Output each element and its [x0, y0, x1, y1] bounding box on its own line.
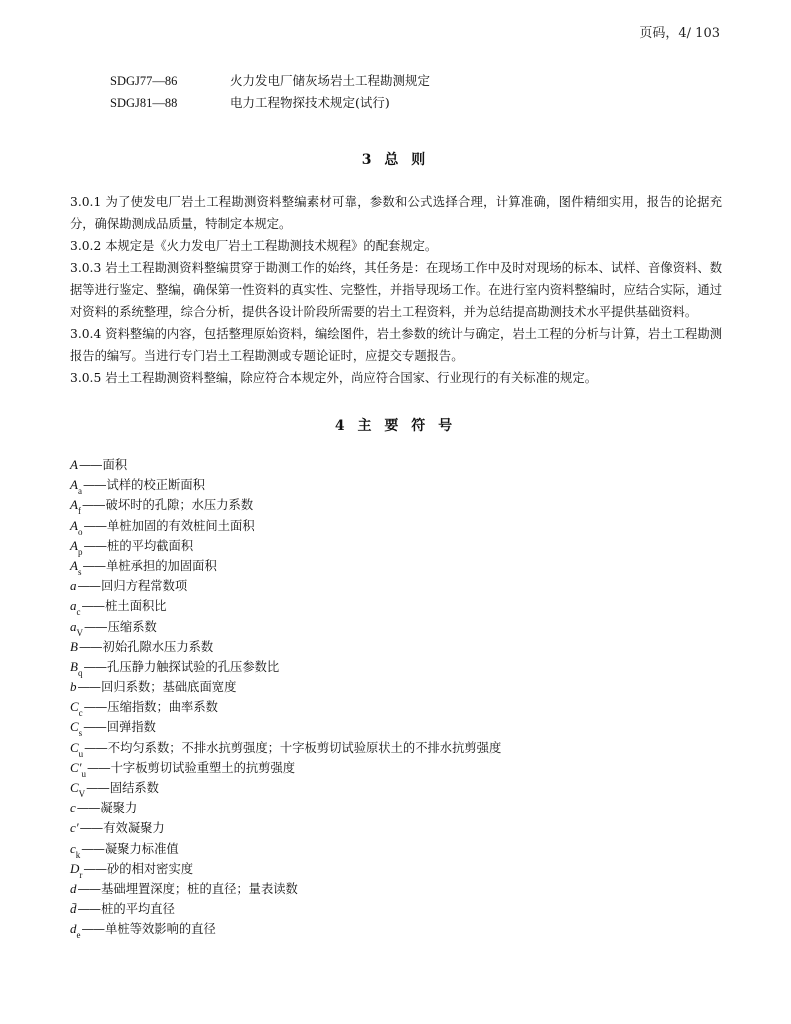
- symbol-description: 桩土面积比: [105, 599, 167, 614]
- symbol-dash: ——: [86, 781, 109, 795]
- symbol-entry: [70, 839, 501, 859]
- symbol-description: 单桩承担的加固面积: [106, 558, 217, 573]
- symbol-subscript: s: [77, 566, 82, 577]
- symbol-letter: a: [70, 578, 77, 594]
- symbol-description: 凝聚力: [100, 801, 138, 816]
- clause-3-0-2: 3.0.2 本规定是《火力发电厂岩土工程勘测技术规程》的配套规定。: [70, 239, 438, 253]
- symbol-entry: [70, 859, 501, 879]
- symbol-description: 单桩等效影响的直径: [105, 922, 216, 937]
- symbol-subscript: u: [81, 768, 87, 779]
- symbol-entry: [70, 617, 501, 637]
- symbol-description: 面积: [102, 458, 128, 472]
- symbol-letter: c′: [70, 820, 79, 836]
- symbol-entry: [70, 818, 501, 838]
- symbol-subscript: c: [76, 607, 81, 618]
- symbol-entry: [70, 738, 501, 758]
- symbol-entry: [70, 596, 501, 616]
- symbol-description: 不均匀系数；不排水抗剪强度；十字板剪切试验原状土的不排水抗剪强度: [107, 740, 502, 755]
- symbol-letter: C: [70, 739, 79, 755]
- symbol-dash: ——: [77, 902, 101, 917]
- symbol-description: 初始孔隙水压力系数: [102, 639, 214, 654]
- symbol-dash: ——: [78, 458, 102, 472]
- symbol-dash: ——: [84, 740, 107, 755]
- symbol-subscript: u: [78, 748, 84, 759]
- symbol-letter: A: [70, 537, 78, 553]
- symbol-dash: ——: [81, 922, 105, 937]
- symbol-dash: ——: [83, 861, 106, 876]
- symbol-letter: c: [70, 840, 76, 856]
- symbol-letter: A: [70, 457, 78, 472]
- symbol-letter: d̄: [70, 901, 77, 917]
- symbol-dash: ——: [83, 538, 107, 553]
- clause-3-0-1: 3.0.1 为了使发电厂岩土工程勘测资料整编素材可靠，参数和公式选择合理，计算准确，图件精细实用，报告的论据充分，确保勘测成品质量，特制定本规定。: [70, 195, 722, 231]
- symbol-description: 回归系数；基础底面宽度: [101, 680, 237, 695]
- symbol-dash: ——: [79, 821, 103, 836]
- symbol-entry: [70, 455, 501, 475]
- symbol-entry: [70, 516, 501, 536]
- reference-title: 电力工程物探技术规定(试行): [230, 95, 390, 110]
- symbol-entry: [70, 919, 501, 939]
- symbol-subscript: p: [77, 546, 83, 557]
- symbol-description: 破坏时的孔隙；水压力系数: [105, 498, 254, 513]
- symbol-description: 孔压静力触探试验的孔压参数比: [107, 659, 280, 674]
- symbol-dash: ——: [81, 498, 105, 513]
- symbol-subscript: k: [75, 849, 81, 860]
- symbol-description: 单桩加固的有效桩间土面积: [107, 518, 255, 533]
- reference-code: SDGJ81—88: [110, 96, 178, 110]
- section-3-body: [70, 191, 722, 389]
- symbol-entry: [70, 637, 501, 657]
- symbol-dash: ——: [78, 639, 102, 654]
- symbol-entry: [70, 677, 501, 697]
- symbol-letter: B: [70, 658, 78, 674]
- symbol-dash: ——: [77, 579, 101, 594]
- symbol-letter: c: [70, 800, 76, 816]
- symbol-letter: A: [70, 557, 78, 573]
- symbol-letter: C′: [70, 759, 82, 775]
- symbol-description: 试样的校正断面积: [106, 478, 205, 493]
- symbol-dash: ——: [76, 801, 100, 816]
- symbol-entry: [70, 798, 501, 818]
- symbol-entry: [70, 475, 501, 495]
- symbol-entry: [70, 697, 501, 717]
- symbol-description: 凝聚力标准值: [104, 841, 179, 856]
- symbol-letter: b: [70, 679, 77, 695]
- symbol-description: 桩的平均直径: [101, 902, 175, 917]
- symbol-subscript: e: [76, 930, 81, 941]
- symbol-letter: B: [70, 638, 78, 654]
- symbol-subscript: c: [78, 708, 83, 719]
- symbol-dash: ——: [81, 599, 105, 614]
- reference-list: [110, 70, 430, 114]
- symbol-entry: [70, 879, 501, 899]
- symbol-dash: ——: [82, 478, 106, 493]
- symbol-letter: D: [70, 860, 80, 876]
- symbol-letter: A: [70, 477, 78, 493]
- symbol-entry: [70, 758, 501, 778]
- symbol-entry: [70, 717, 501, 737]
- symbol-entry: [70, 899, 501, 919]
- symbol-letter: C: [70, 780, 79, 795]
- symbol-entry: [70, 657, 501, 677]
- symbol-dash: ——: [83, 659, 107, 674]
- reference-title: 火力发电厂储灰场岩土工程勘测规定: [230, 73, 431, 88]
- symbol-subscript: f: [77, 506, 81, 517]
- symbol-subscript: q: [77, 667, 83, 678]
- symbol-description: 基础埋置深度；桩的直径；量表读数: [101, 881, 298, 896]
- reference-row: [110, 70, 430, 92]
- symbol-dash: ——: [82, 558, 106, 573]
- symbol-dash: ——: [87, 760, 110, 775]
- symbol-letter: d: [70, 921, 77, 937]
- symbol-dash: ——: [83, 700, 107, 715]
- symbol-letter: A: [70, 517, 78, 533]
- symbol-entry: [70, 556, 501, 576]
- symbol-entry: [70, 576, 501, 596]
- symbol-dash: ——: [83, 720, 106, 735]
- symbol-dash: ——: [84, 619, 107, 634]
- symbol-description: 十字板剪切试验重塑土的抗剪强度: [110, 760, 296, 775]
- symbol-dash: ——: [77, 881, 101, 896]
- reference-row: [110, 92, 430, 114]
- page-number: 页码，4/ 103: [639, 26, 720, 41]
- symbol-subscript: r: [79, 869, 83, 880]
- symbol-letter: A: [70, 497, 78, 513]
- symbol-letter: a: [70, 618, 77, 634]
- symbol-description: 砂的相对密实度: [106, 861, 194, 876]
- symbol-subscript: o: [77, 526, 83, 537]
- section-4-heading: 4 主 要 符 号: [334, 418, 457, 434]
- symbol-description: 回弹指数: [106, 720, 156, 735]
- symbol-letter: d: [70, 880, 77, 896]
- section-3-heading: 3 总 则: [361, 152, 430, 168]
- symbol-description: 固结系数: [109, 781, 159, 795]
- symbol-description: 桩的平均截面积: [107, 538, 194, 553]
- clause-3-0-4: 3.0.4 资料整编的内容，包括整理原始资料，编绘图件，岩土参数的统计与确定，岩土工程的分析与计算，岩土工程勘测报告的编写。当进行专门岩土工程勘测或专题论证时，应提交专题报告。: [70, 327, 722, 363]
- reference-code: SDGJ77—86: [110, 74, 178, 88]
- symbol-entry: [70, 778, 501, 798]
- symbol-entry: [70, 536, 501, 556]
- symbol-description: 压缩系数: [107, 619, 157, 634]
- symbol-description: 有效凝聚力: [103, 821, 165, 836]
- symbol-subscript: V: [78, 789, 86, 799]
- symbol-subscript: s: [78, 728, 83, 739]
- symbol-subscript: a: [77, 486, 82, 497]
- symbol-letter: C: [70, 719, 79, 735]
- symbol-dash: ——: [81, 841, 104, 856]
- clause-3-0-5: 3.0.5 岩土工程勘测资料整编，除应符合本规定外，尚应符合国家、行业现行的有关标准的规定。: [70, 371, 598, 385]
- symbol-description: 回归方程常数项: [101, 579, 188, 594]
- symbol-dash: ——: [77, 680, 101, 695]
- symbol-description: 压缩指数；曲率系数: [107, 700, 218, 715]
- clause-3-0-3: 3.0.3 岩土工程勘测资料整编贯穿于勘测工作的始终，其任务是：在现场工作中及时对现场的标本、试样、音像资料、数据等进行鉴定、整编，确保第一性资料的真实性、完整性，并指导现场工作。在进行室内资料整编时，应结合实际，通过对资料的系统整理，综合分析，提供各设计阶段所需要的岩土工程资料，并为总结提高勘测技术水平提供基础资料。: [70, 261, 722, 319]
- symbol-list: [70, 455, 501, 940]
- symbol-entry: [70, 495, 501, 515]
- symbol-dash: ——: [83, 518, 107, 533]
- symbol-letter: a: [70, 598, 77, 614]
- symbol-letter: C: [70, 699, 79, 715]
- symbol-subscript: V: [76, 627, 83, 638]
